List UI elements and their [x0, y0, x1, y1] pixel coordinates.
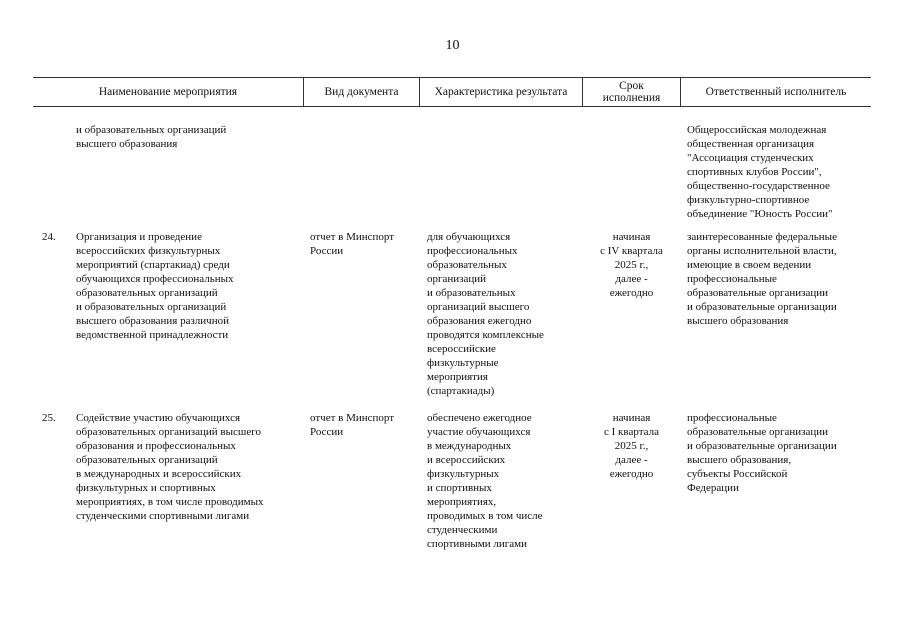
- row-25-name: Содействие участию обучающихся образовательных организаций высшего образования и профессиональных образовательных организаций в международных и всероссийских физкультурных и спортивных мероприятиях, в том числе проводимых студенческими спортивными лигами: [76, 412, 264, 522]
- header-bottom-rule: [33, 106, 871, 107]
- page-number: 10: [445, 38, 460, 53]
- row-24-name: Организация и проведение всероссийских физкультурных мероприятий (спартакиад) среди обучающихся профессиональных образовательных организаций и образовательных организаций высшего образования различной ведомственной принадлежности: [76, 231, 234, 341]
- header-document-type: Вид документа: [324, 85, 399, 98]
- row-continuation-executor: Общероссийская молодежная общественная организация "Ассоциация студенческих спортивных клубов России", общественно-государственное физкультурно-спортивное объединение "Юность России": [687, 124, 833, 220]
- row-24-result: для обучающихся профессиональных образовательных организаций и образовательных организаций высшего образования ежегодно проводятся комплексные всероссийские физкультурные мероприятия (спартакиады): [427, 231, 544, 397]
- row-continuation-name: и образовательных организаций высшего образования: [76, 124, 227, 150]
- header-event-name: Наименование мероприятия: [98, 85, 238, 98]
- row-24-deadline: начиная с IV квартала 2025 г., далее - ежегодно: [600, 231, 663, 299]
- header-executor: Ответственный исполнитель: [705, 85, 847, 98]
- row-25-document: отчет в Минспорт России: [310, 412, 395, 438]
- row-25-executor: профессиональные образовательные организации и образовательные организации высшего образования, субъекты Российской Федерации: [687, 412, 837, 494]
- row-24-executor: заинтересованные федеральные органы исполнительной власти, имеющие в своем ведении профессиональные образовательные организации и образовательные организации высшего образования: [687, 231, 837, 327]
- row-25-result: обеспечено ежегодное участие обучающихся в международных и всероссийских физкультурных и спортивных мероприятиях, проводимых в том числе студенческими спортивными лигами: [427, 412, 543, 550]
- header-result: Характеристика результата: [434, 85, 568, 98]
- row-24-number: 24.: [42, 231, 56, 243]
- header-deadline: Срок исполнения: [602, 79, 661, 104]
- row-24-document: отчет в Минспорт России: [310, 231, 395, 257]
- row-25-deadline: начиная с I квартала 2025 г., далее - ежегодно: [604, 412, 659, 480]
- row-25-number: 25.: [42, 412, 56, 424]
